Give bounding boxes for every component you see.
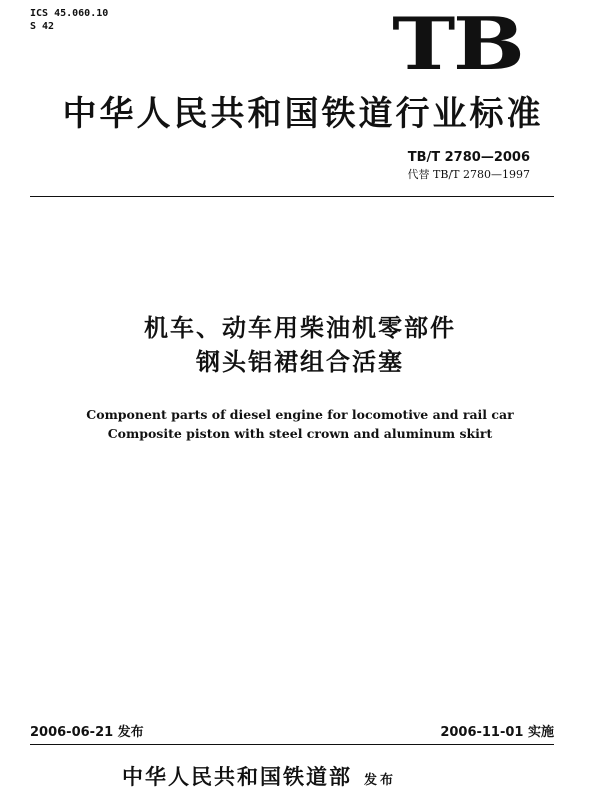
bottom-divider bbox=[30, 744, 554, 745]
top-divider bbox=[30, 196, 554, 197]
publication-date: 2006-06-21 发布 bbox=[30, 725, 144, 740]
ccs-code: S 42 bbox=[30, 21, 55, 32]
standard-category-title: 中华人民共和国铁道行业标准 bbox=[62, 94, 544, 134]
chinese-title-line-2: 钢头铝裙组合活塞 bbox=[196, 348, 404, 376]
english-title-line-1: Component parts of diesel engine for locomotive and rail car bbox=[86, 407, 514, 422]
publisher-name: 中华人民共和国铁道部 bbox=[122, 764, 352, 789]
chinese-title-line-1: 机车、动车用柴油机零部件 bbox=[144, 314, 456, 342]
standard-number: TB/T 2780—2006 bbox=[407, 150, 530, 165]
tb-logo: TB bbox=[391, 1, 522, 86]
publisher-suffix: 发布 bbox=[364, 773, 397, 788]
replaces-standard: 代替 TB/T 2780—1997 bbox=[407, 168, 530, 181]
publisher bbox=[122, 764, 396, 794]
implementation-date: 2006-11-01 实施 bbox=[440, 725, 554, 740]
english-title-line-2: Composite piston with steel crown and aluminum skirt bbox=[107, 426, 493, 441]
ics-code: ICS 45.060.10 bbox=[30, 8, 109, 19]
